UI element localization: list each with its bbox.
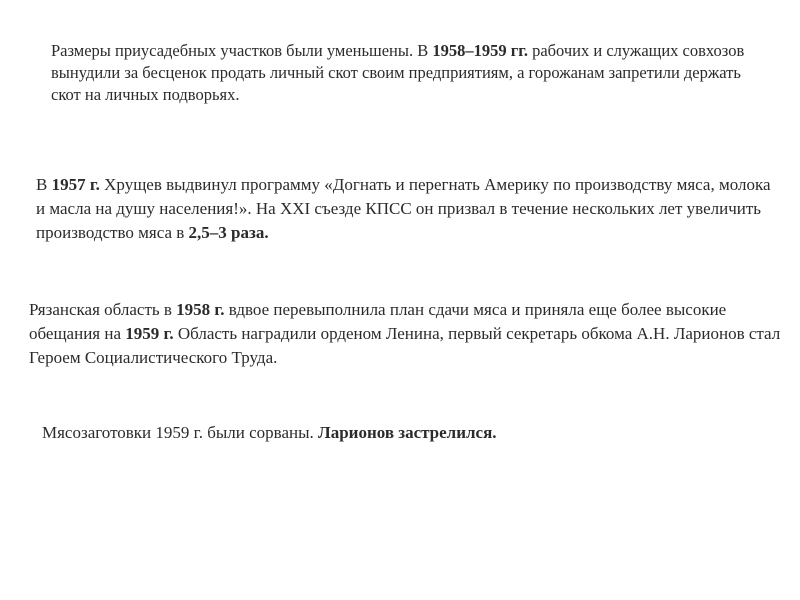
bold-year-1958: 1958 г. xyxy=(176,300,225,319)
bold-meat-multiplier: 2,5–3 раза. xyxy=(188,223,269,242)
paragraph-catch-up-america xyxy=(36,173,776,245)
bold-year-1959: 1959 г. xyxy=(125,324,174,343)
paragraph-ryazan-region xyxy=(29,298,789,370)
paragraph-procurement-failure xyxy=(42,421,742,445)
bold-years-1958-1959: 1958–1959 гг. xyxy=(432,41,528,60)
text-segment: Область наградили орденом Ленина, первый секретарь обкома А.Н. Ларионов стал Героем Социалистического Труда. xyxy=(29,324,781,367)
paragraph-household-plots xyxy=(51,40,771,106)
text-segment: вдвое перевыполнила план сдачи мяса и приняла еще более высокие обещания на xyxy=(29,300,727,343)
text-segment: рабочих и служащих совхозов вынудили за бесценок продать личный скот своим предприятиям, а горожанам запретили держать скот на личных подворьях. xyxy=(51,41,745,104)
text-segment: Рязанская область в xyxy=(29,300,177,319)
text-segment: Хрущев выдвинул программу «Догнать и перегнать Америку по производству мяса, молока и масла на душу населения!». На XXI съезде КПСС он призвал в течение нескольких лет увеличить производство мяса в xyxy=(36,175,771,242)
bold-larionov-suicide: Ларионов застрелился. xyxy=(318,423,497,442)
bold-year-1957: 1957 г. xyxy=(51,175,100,194)
text-segment: В xyxy=(36,175,52,194)
text-segment: Мясозаготовки 1959 г. были сорваны. xyxy=(42,423,319,442)
text-segment: Размеры приусадебных участков были уменьшены. В xyxy=(51,41,433,60)
